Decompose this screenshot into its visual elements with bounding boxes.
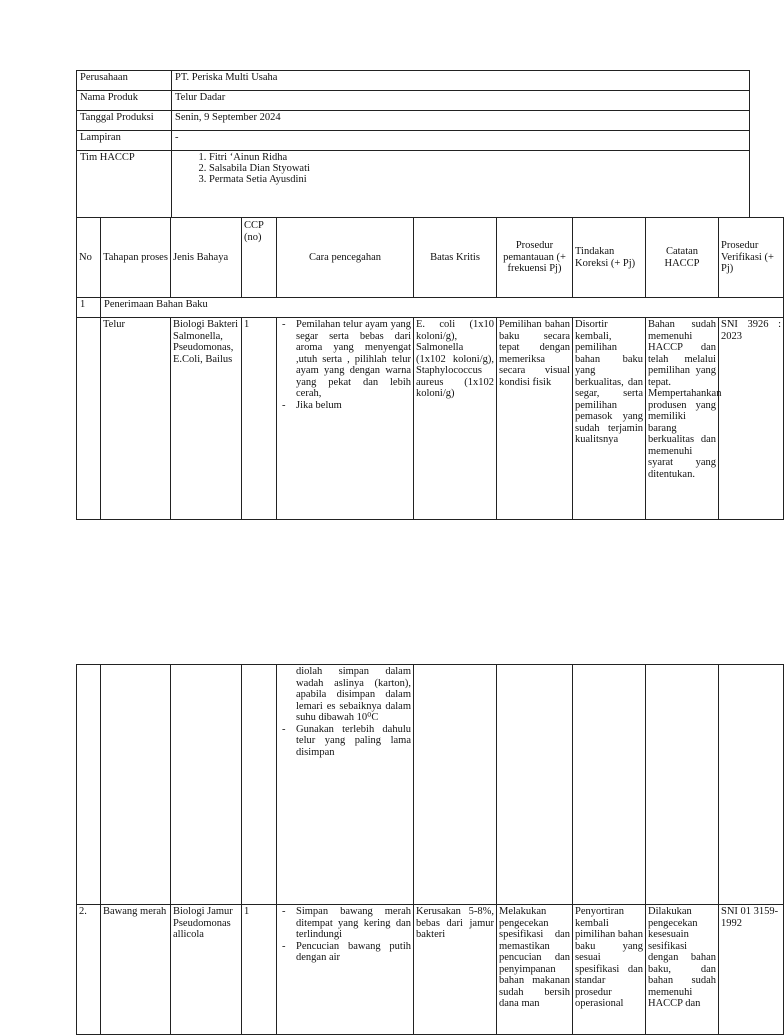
haccp-table: [76, 217, 784, 520]
row-catatan: Dilakukan pengecekan kesesuain sesifikasi dengan bahan baku, dan bahan sudah memenuhi HACCP dan: [646, 905, 719, 1035]
row-tahapan: Telur: [101, 318, 171, 520]
header-tahapan: Tahapan proses: [101, 218, 171, 298]
date-value: Senin, 9 September 2024: [172, 111, 750, 131]
list-item: - Gunakan terlebih dahulu telur yang paling lama disimpan: [296, 724, 411, 759]
row-batas: E. coli (1x10 koloni/g), Salmonella (1x102 koloni/g), Staphylococcus aureus (1x102 koloni/g): [414, 318, 497, 520]
row-pencegahan: [277, 905, 414, 1035]
prevention-list: [279, 906, 411, 964]
table-row: [77, 665, 784, 905]
row-no: [77, 318, 101, 520]
header-catatan: Catatan HACCP: [646, 218, 719, 298]
row-ccp: 1: [242, 318, 277, 520]
team-member: 3. Permata Setia Ayusdini: [209, 174, 746, 185]
row-ccp: [242, 665, 277, 905]
team-member: 2. Salsabila Dian Styowati: [209, 163, 746, 174]
header-no: No: [77, 218, 101, 298]
list-item: - Pemilahan telur ayam yang segar serta bebas dari aroma yang menyengat ,utuh serta , pilihlah telur ayam yang dengan warna yang pekat dan lebih cerah,: [296, 319, 411, 400]
section-row: [77, 298, 784, 318]
header-koreksi: Tindakan Koreksi (+ Pj): [573, 218, 646, 298]
row-bahaya: [171, 665, 242, 905]
row-pemantauan: [497, 665, 573, 905]
header-bahaya: Jenis Bahaya: [171, 218, 242, 298]
header-pemantauan: Prosedur pemantauan (+ frekuensi Pj): [497, 218, 573, 298]
attachment-value: -: [172, 131, 750, 151]
prevention-cont-text: diolah simpan dalam wadah aslinya (karton), apabila disimpan dalam lemari es sebaiknya dalam suhu dibawah 10⁰C: [296, 666, 411, 723]
row-koreksi: Disortir kembali, pemilihan bahan baku yang berkualitas, dan segar, serta pemilihan pemasok yang sudah terjamin kualitsnya: [573, 318, 646, 520]
row-verifikasi: [719, 665, 784, 905]
info-label: Perusahaan: [77, 71, 172, 91]
table-row: [77, 318, 784, 520]
list-item: - Simpan bawang merah ditempat yang kering dan terlindungi: [296, 906, 411, 941]
header-verifikasi: Prosedur Verifikasi (+ Pj): [719, 218, 784, 298]
prevention-list: [279, 666, 411, 758]
row-koreksi: Penyortiran kembali pimilihan bahan baku yang sesuai spesifikasi dan standar prosedur operasional: [573, 905, 646, 1035]
section-no: 1: [77, 298, 101, 318]
list-item-continued: [296, 666, 411, 724]
info-row-product: [77, 91, 750, 111]
row-tahapan: Bawang merah: [101, 905, 171, 1035]
row-bahaya: Biologi Bakteri Salmonella, Pseudomonas, E.Coli, Bailus: [171, 318, 242, 520]
info-table: [76, 70, 750, 218]
row-pencegahan: [277, 318, 414, 520]
row-catatan: Bahan sudah memenuhi HACCP dan telah melalui pemilihan yang tepat. Mempertahankan produsen yang memiliki barang berkualitas dan memenuhi syarat yang ditentukan.: [646, 318, 719, 520]
row-pemantauan: Pemilihan bahan baku secara tepat dengan memeriksa secara visual kondisi fisik: [497, 318, 573, 520]
prevention-list: [279, 319, 411, 411]
header-pencegahan: Cara pencegahan: [277, 218, 414, 298]
info-label: Tanggal Produksi: [77, 111, 172, 131]
company-value: PT. Periska Multi Usaha: [172, 71, 750, 91]
list-item: - Pencucian bawang putih dengan air: [296, 941, 411, 964]
team-cell: [172, 151, 750, 218]
row-pemantauan: Melakukan pengecekan spesifikasi dan memastikan pencucian dan penyimpanan bahan makanan sudah bersih dana man: [497, 905, 573, 1035]
table-row: [77, 905, 784, 1035]
row-ccp: 1: [242, 905, 277, 1035]
row-verifikasi: SNI 01 3159-1992: [719, 905, 784, 1035]
team-list: [175, 152, 746, 185]
row-batas: Kerusakan 5-8%, bebas dari jamur bakteri: [414, 905, 497, 1035]
info-label: Lampiran: [77, 131, 172, 151]
team-member: 1. Fitri ‘Ainun Ridha: [209, 152, 746, 163]
row-pencegahan: [277, 665, 414, 905]
info-label: Nama Produk: [77, 91, 172, 111]
row-bahaya: Biologi Jamur Pseudomonas allicola: [171, 905, 242, 1035]
product-value: Telur Dadar: [172, 91, 750, 111]
info-row-date: [77, 111, 750, 131]
row-catatan: [646, 665, 719, 905]
info-label: Tim HACCP: [77, 151, 172, 218]
info-row-team: [77, 151, 750, 218]
row-batas: [414, 665, 497, 905]
header-ccp: CCP (no): [242, 218, 277, 298]
haccp-table-continued: [76, 664, 784, 1035]
info-row-company: [77, 71, 750, 91]
list-item: - Jika belum: [296, 400, 411, 412]
row-koreksi: [573, 665, 646, 905]
header-row: [77, 218, 784, 298]
row-verifikasi: SNI 3926 : 2023: [719, 318, 784, 520]
section-title: Penerimaan Bahan Baku: [101, 298, 784, 318]
header-batas: Batas Kritis: [414, 218, 497, 298]
row-no: 2.: [77, 905, 101, 1035]
row-no: [77, 665, 101, 905]
info-row-attachment: [77, 131, 750, 151]
row-tahapan: [101, 665, 171, 905]
